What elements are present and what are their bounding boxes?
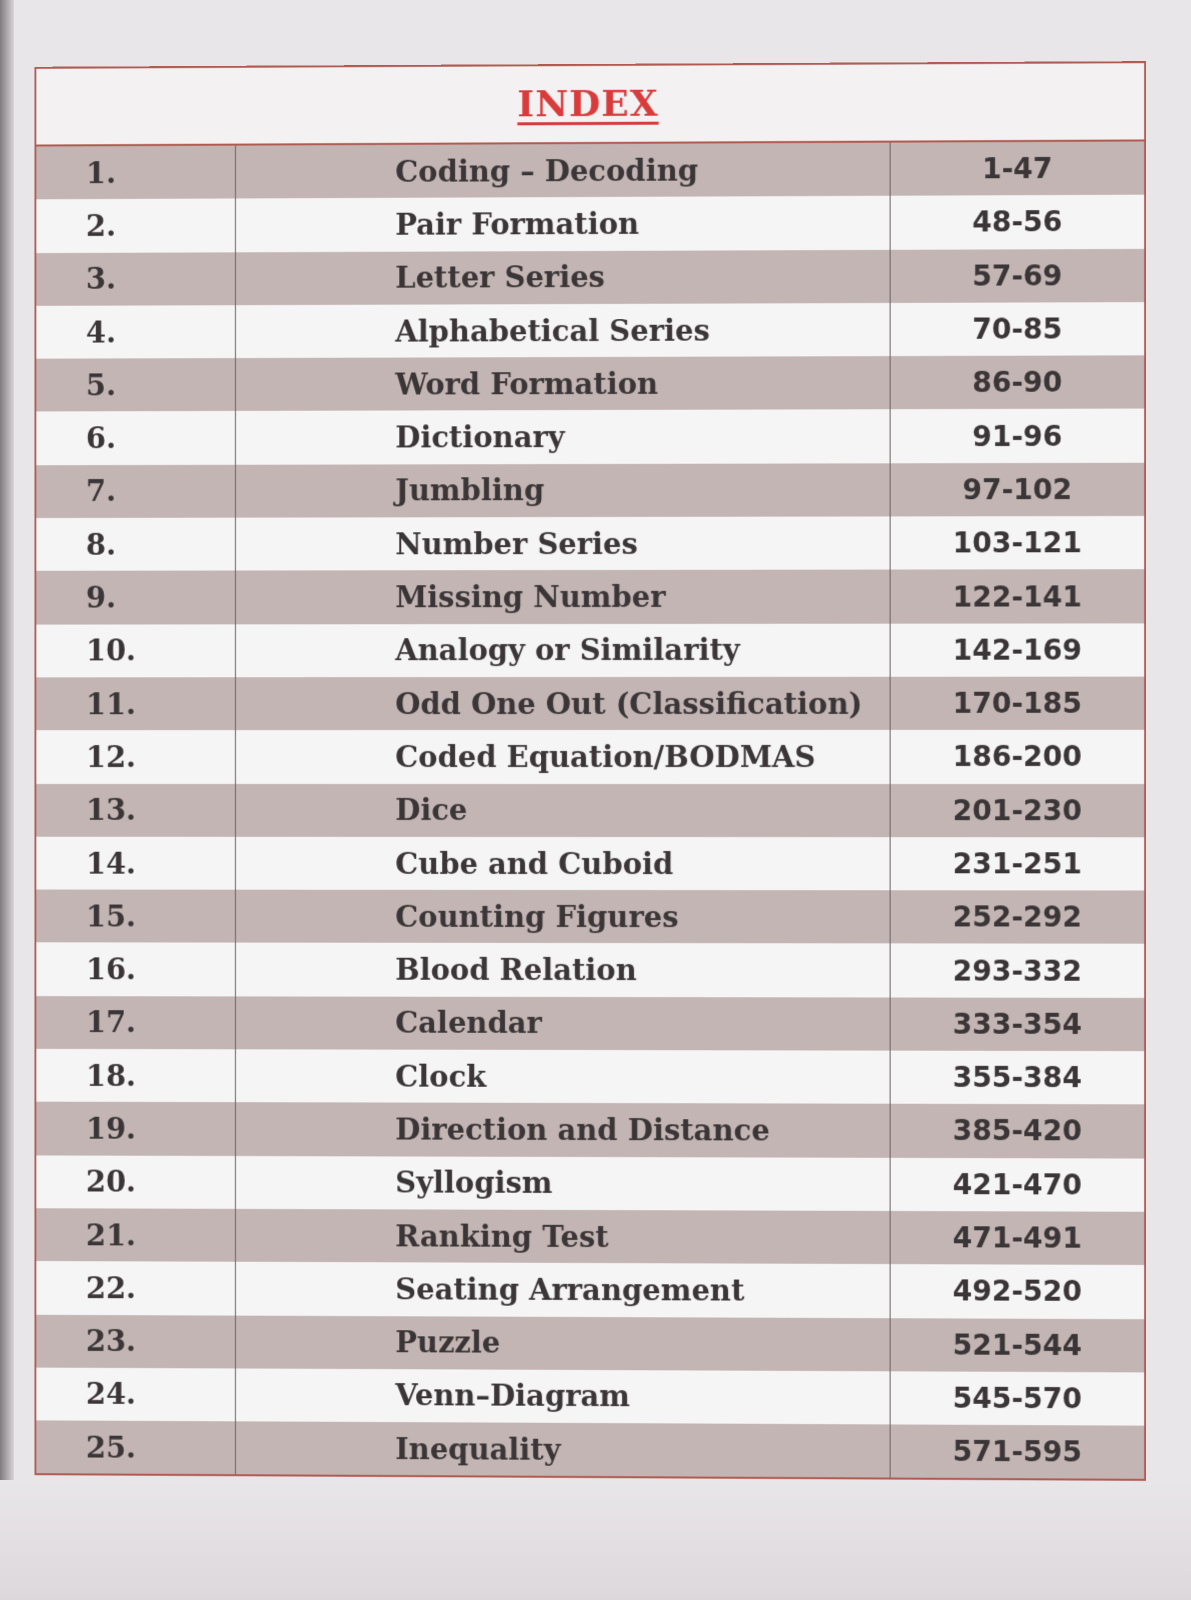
chapter-pages: 492-520 bbox=[890, 1264, 1144, 1318]
chapter-topic: Word Formation bbox=[235, 356, 890, 411]
chapter-number: 3. bbox=[36, 252, 235, 306]
chapter-pages: 252-292 bbox=[890, 890, 1144, 944]
index-row bbox=[36, 570, 1144, 625]
chapter-pages: 1-47 bbox=[890, 141, 1144, 196]
index-row bbox=[36, 943, 1144, 998]
chapter-pages: 521-544 bbox=[890, 1318, 1144, 1373]
chapter-topic: Jumbling bbox=[235, 463, 890, 518]
index-row bbox=[36, 516, 1144, 571]
chapter-topic: Alphabetical Series bbox=[235, 303, 890, 358]
chapter-number: 16. bbox=[36, 943, 235, 996]
chapter-topic: Missing Number bbox=[235, 570, 890, 624]
chapter-topic: Inequality bbox=[235, 1421, 890, 1478]
chapter-number: 11. bbox=[36, 677, 235, 730]
chapter-number: 9. bbox=[36, 571, 235, 624]
chapter-pages: 231-251 bbox=[890, 837, 1144, 891]
chapter-pages: 333-354 bbox=[890, 997, 1144, 1051]
chapter-number: 2. bbox=[36, 199, 235, 253]
chapter-number: 13. bbox=[36, 784, 235, 837]
chapter-number: 12. bbox=[36, 730, 235, 783]
index-row bbox=[36, 1049, 1144, 1105]
index-row bbox=[36, 1314, 1144, 1372]
index-row bbox=[36, 730, 1144, 784]
page-bottom-margin bbox=[0, 1480, 1191, 1600]
index-row bbox=[36, 677, 1144, 731]
index-row bbox=[36, 356, 1144, 412]
index-title: INDEX bbox=[517, 82, 659, 126]
index-row bbox=[36, 996, 1144, 1051]
chapter-pages: 91-96 bbox=[890, 409, 1144, 463]
chapter-number: 23. bbox=[36, 1314, 235, 1368]
chapter-number: 14. bbox=[36, 837, 235, 890]
chapter-number: 5. bbox=[36, 358, 235, 412]
chapter-topic: Counting Figures bbox=[235, 890, 890, 944]
chapter-number: 1. bbox=[36, 146, 235, 200]
index-row bbox=[36, 1102, 1144, 1158]
chapter-topic: Analogy or Similarity bbox=[235, 623, 890, 677]
chapter-pages: 471-491 bbox=[890, 1211, 1144, 1265]
index-row bbox=[36, 141, 1144, 199]
chapter-pages: 293-332 bbox=[890, 944, 1144, 998]
chapter-pages: 103-121 bbox=[890, 516, 1144, 570]
index-row bbox=[36, 837, 1144, 891]
index-header bbox=[36, 63, 1144, 146]
chapter-pages: 355-384 bbox=[890, 1051, 1144, 1105]
chapter-topic: Number Series bbox=[235, 517, 890, 571]
chapter-pages: 97-102 bbox=[890, 463, 1144, 517]
chapter-number: 10. bbox=[36, 624, 235, 677]
chapter-number: 15. bbox=[36, 890, 235, 943]
chapter-number: 24. bbox=[36, 1367, 235, 1421]
chapter-topic: Coding – Decoding bbox=[235, 143, 890, 199]
chapter-number: 6. bbox=[36, 411, 235, 465]
index-row bbox=[36, 623, 1144, 677]
chapter-topic: Dice bbox=[235, 784, 890, 837]
chapter-topic: Cube and Cuboid bbox=[235, 837, 890, 891]
index-row bbox=[36, 248, 1144, 305]
index-row bbox=[36, 409, 1144, 465]
chapter-topic: Coded Equation/BODMAS bbox=[235, 730, 890, 783]
chapter-number: 22. bbox=[36, 1261, 235, 1315]
chapter-pages: 48-56 bbox=[890, 195, 1144, 249]
chapter-topic: Seating Arrangement bbox=[235, 1262, 890, 1318]
chapter-number: 20. bbox=[36, 1155, 235, 1209]
chapter-topic: Syllogism bbox=[235, 1156, 890, 1211]
chapter-topic: Calendar bbox=[235, 996, 890, 1050]
chapter-topic: Letter Series bbox=[235, 249, 890, 305]
chapter-topic: Blood Relation bbox=[235, 943, 890, 997]
chapter-topic: Odd One Out (Classification) bbox=[235, 677, 890, 731]
chapter-pages: 70-85 bbox=[890, 302, 1144, 356]
chapter-topic: Puzzle bbox=[235, 1315, 890, 1371]
chapter-number: 18. bbox=[36, 1049, 235, 1103]
chapter-number: 7. bbox=[36, 465, 235, 519]
chapter-pages: 142-169 bbox=[890, 623, 1144, 677]
chapter-number: 25. bbox=[36, 1421, 235, 1475]
index-table bbox=[36, 141, 1144, 1479]
chapter-topic: Pair Formation bbox=[235, 196, 890, 252]
chapter-topic: Dictionary bbox=[235, 410, 890, 465]
chapter-number: 19. bbox=[36, 1102, 235, 1156]
chapter-topic: Ranking Test bbox=[235, 1209, 890, 1265]
page-edge-shadow bbox=[0, 0, 14, 1600]
chapter-topic: Clock bbox=[235, 1049, 890, 1104]
chapter-pages: 385-420 bbox=[890, 1104, 1144, 1158]
chapter-topic: Direction and Distance bbox=[235, 1102, 890, 1157]
index-row bbox=[36, 302, 1144, 359]
index-row bbox=[36, 890, 1144, 944]
chapter-number: 21. bbox=[36, 1208, 235, 1262]
index-row bbox=[36, 1367, 1144, 1425]
chapter-pages: 170-185 bbox=[890, 677, 1144, 731]
chapter-pages: 122-141 bbox=[890, 570, 1144, 624]
chapter-number: 4. bbox=[36, 305, 235, 359]
index-box bbox=[34, 61, 1146, 1481]
index-row bbox=[36, 195, 1144, 253]
chapter-number: 17. bbox=[36, 996, 235, 1049]
chapter-number: 8. bbox=[36, 518, 235, 571]
chapter-pages: 57-69 bbox=[890, 248, 1144, 302]
chapter-pages: 86-90 bbox=[890, 356, 1144, 410]
chapter-pages: 186-200 bbox=[890, 730, 1144, 784]
chapter-topic: Venn–Diagram bbox=[235, 1368, 890, 1424]
index-row bbox=[36, 463, 1144, 519]
chapter-pages: 421-470 bbox=[890, 1157, 1144, 1211]
index-row bbox=[36, 1261, 1144, 1318]
index-row bbox=[36, 784, 1144, 838]
index-row bbox=[36, 1208, 1144, 1265]
index-row bbox=[36, 1421, 1144, 1480]
chapter-pages: 545-570 bbox=[890, 1371, 1144, 1426]
chapter-pages: 571-595 bbox=[890, 1425, 1144, 1480]
index-table-body bbox=[36, 141, 1144, 1479]
chapter-pages: 201-230 bbox=[890, 784, 1144, 838]
index-row bbox=[36, 1155, 1144, 1212]
